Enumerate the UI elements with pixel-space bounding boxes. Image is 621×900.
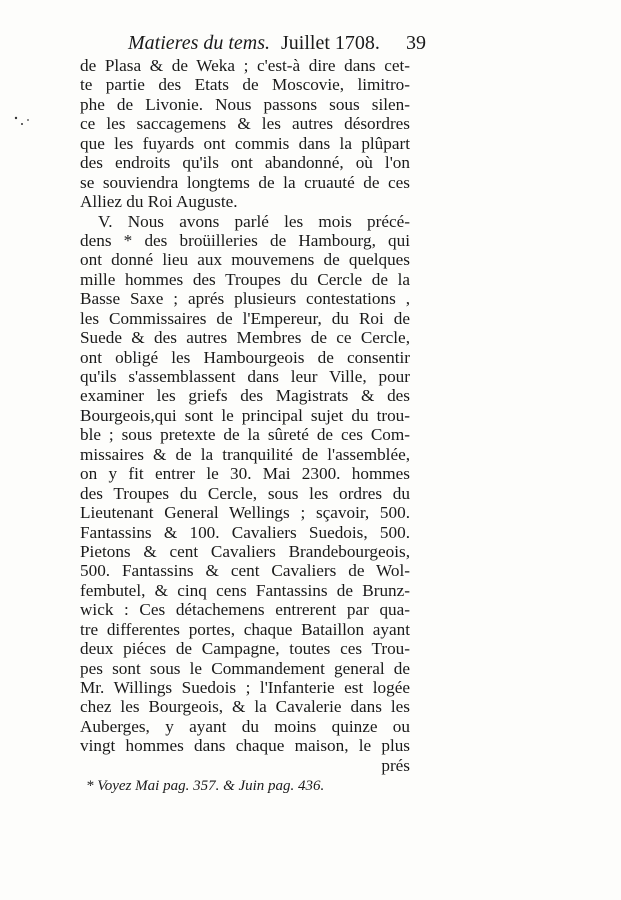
text-line: Basse Saxe ; aprés plusieurs contestations , xyxy=(80,289,410,309)
text-line: ce les saccagemens & les autres désordres xyxy=(80,114,410,134)
text-line: Lieutenant General Wellings ; sçavoir, 500. xyxy=(80,503,410,523)
text-line: Pietons & cent Cavaliers Brandebourgeois, xyxy=(80,541,410,561)
text-line: dens * des broüilleries de Hambourg, qui xyxy=(80,230,410,250)
text-line: fembutel, & cinq cens Fantassins de Brunz- xyxy=(80,580,410,600)
text-line: ble ; sous pretexte de la sûreté de ces Com- xyxy=(80,425,410,445)
text-line: Suede & des autres Membres de ce Cercle, xyxy=(80,328,410,348)
text-line: vingt hommes dans chaque maison, le plus xyxy=(80,736,410,756)
text-line: mille hommes des Troupes du Cercle de la xyxy=(80,269,410,289)
text-line: ont obligé les Hambourgeois de consentir xyxy=(80,347,410,367)
text-line: que les fuyards ont commis dans la plûpart xyxy=(80,133,410,153)
text-line: ont donné lieu aux mouvemens de quelques xyxy=(80,250,410,270)
text-line: Alliez du Roi Auguste. xyxy=(80,192,238,212)
text-line: te partie des Etats de Moscovie, limitro- xyxy=(80,75,410,95)
body-text xyxy=(80,56,410,775)
page-number: 39 xyxy=(406,32,426,54)
running-header xyxy=(128,30,426,56)
footnote: * Voyez Mai pag. 357. & Juin pag. 436. xyxy=(86,778,325,794)
text-line: deux piéces de Campagne, toutes ces Trou- xyxy=(80,639,410,659)
header-date: Juillet 1708. xyxy=(281,32,380,54)
text-line: Fantassins & 100. Cavaliers Suedois, 500. xyxy=(80,522,410,542)
margin-specks xyxy=(10,110,40,140)
text-line: qu'ils s'assemblassent dans leur Ville, pour xyxy=(80,367,410,386)
text-line: on y fit entrer le 30. Mai 2300. hommes xyxy=(80,464,410,484)
text-line: Mr. Willings Suedois ; l'Infanterie est logée xyxy=(80,678,410,697)
running-title: Matieres du tems. xyxy=(128,32,271,54)
text-line: Bourgeois,qui sont le principal sujet du trou- xyxy=(80,405,410,425)
text-line: phe de Livonie. Nous passons sous silen- xyxy=(80,94,410,114)
text-line: prés xyxy=(381,755,410,775)
text-line: tre differentes portes, chaque Bataillon ayant xyxy=(80,619,410,639)
text-line: les Commissaires de l'Empereur, du Roi de xyxy=(80,308,410,328)
text-line: de Plasa & de Weka ; c'est-à dire dans cet- xyxy=(80,56,410,75)
text-line: Auberges, y ayant du moins quinze ou xyxy=(80,716,410,736)
text-line: examiner les griefs des Magistrats & des xyxy=(80,386,410,406)
text-line: wick : Ces détachemens entrerent par qua- xyxy=(80,600,410,620)
text-line: 500. Fantassins & cent Cavaliers de Wol- xyxy=(80,561,410,581)
text-line: V. Nous avons parlé les mois précé- xyxy=(98,211,410,231)
text-line: missaires & de la tranquilité de l'assemblée, xyxy=(80,444,410,464)
text-line: des Troupes du Cercle, sous les ordres du xyxy=(80,483,410,503)
text-line: se souviendra longtems de la cruauté de ces xyxy=(80,172,410,192)
text-line: pes sont sous le Commandement general de xyxy=(80,658,410,678)
text-line: chez les Bourgeois, & la Cavalerie dans les xyxy=(80,697,410,717)
text-line: des endroits qu'ils ont abandonné, où l'on xyxy=(80,153,410,173)
